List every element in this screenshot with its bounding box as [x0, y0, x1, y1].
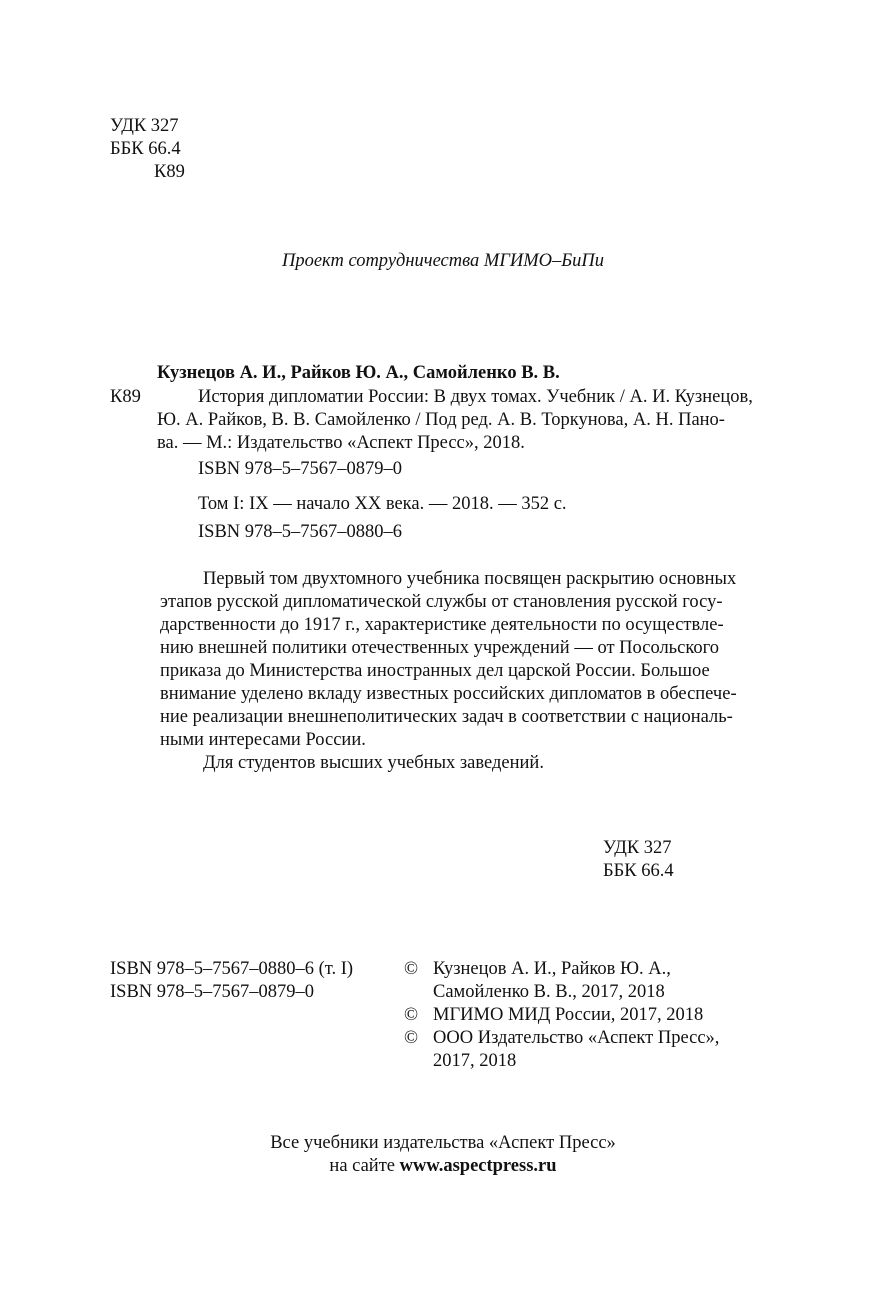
- annotation-line-5: приказа до Министерства иностранных дел царской России. Большое: [160, 661, 710, 681]
- authors-heading: Кузнецов А. И., Райков Ю. А., Самойленко В. В.: [157, 363, 560, 383]
- copyright-authors-line-1: Кузнецов А. И., Райков Ю. А.,: [433, 959, 671, 979]
- bib-title-line-1: История дипломатии России: В двух томах. Учебник / А. И. Кузнецов,: [198, 387, 753, 407]
- annotation-line-3: дарственности до 1917 г., характеристике деятельности по осуществле-: [160, 615, 724, 635]
- copyright-symbol: ©: [404, 959, 419, 979]
- annotation-line-6: внимание уделено вкладу известных российских дипломатов в обеспече-: [160, 684, 737, 704]
- author-mark: К89: [154, 162, 185, 182]
- udk-code: УДК 327: [110, 116, 179, 136]
- copyright-symbol: ©: [404, 1028, 419, 1048]
- isbn-volume: ISBN 978–5–7567–0880–6: [198, 522, 403, 542]
- annotation-line-4: нию внешней политики отечественных учреждений — от Посольского: [160, 638, 720, 658]
- volume-info: Том I: IX — начало XX века. — 2018. — 352 с.: [198, 494, 567, 514]
- isbn-set: ISBN 978–5–7567–0879–0: [198, 459, 403, 479]
- footer-line-2: [0, 1155, 886, 1178]
- annotation-line-8: ными интересами России.: [160, 730, 366, 750]
- bottom-bbk-code: ББК 66.4: [603, 861, 674, 881]
- copyright-publisher-line-2: 2017, 2018: [433, 1051, 517, 1071]
- footer-prefix: на сайте: [329, 1156, 400, 1176]
- project-line: Проект сотрудничества МГИМО–БиПи: [281, 251, 604, 271]
- copyright-publisher-line-1: ООО Издательство «Аспект Пресс»,: [433, 1028, 720, 1048]
- isbn-set-bottom: ISBN 978–5–7567–0879–0: [110, 982, 315, 1002]
- isbn-volume-1: ISBN 978–5–7567–0880–6 (т. I): [110, 959, 354, 979]
- annotation-line-7: ние реализации внешнеполитических задач в соответствии с националь-: [160, 707, 733, 727]
- annotation-line-2: этапов русской дипломатической службы от становления русской госу-: [160, 592, 723, 612]
- annotation-line-1: Первый том двухтомного учебника посвящен раскрытию основных: [203, 569, 737, 589]
- bbk-code: ББК 66.4: [110, 139, 181, 159]
- copyright-authors-line-2: Самойленко В. В., 2017, 2018: [433, 982, 665, 1002]
- bib-title-line-2: Ю. А. Райков, В. В. Самойленко / Под ред. А. В. Торкунова, А. Н. Пано-: [157, 410, 725, 430]
- copyright-mgimo: МГИМО МИД России, 2017, 2018: [433, 1005, 704, 1025]
- copyright-symbol: ©: [404, 1005, 419, 1025]
- audience-line: Для студентов высших учебных заведений.: [203, 753, 544, 773]
- bib-mark: К89: [110, 387, 141, 407]
- website-link[interactable]: www.aspectpress.ru: [399, 1156, 557, 1176]
- footer-line-1: Все учебники издательства «Аспект Пресс»: [270, 1133, 616, 1153]
- bib-title-line-3: ва. — М.: Издательство «Аспект Пресс», 2018.: [157, 433, 525, 453]
- bottom-udk-code: УДК 327: [603, 838, 672, 858]
